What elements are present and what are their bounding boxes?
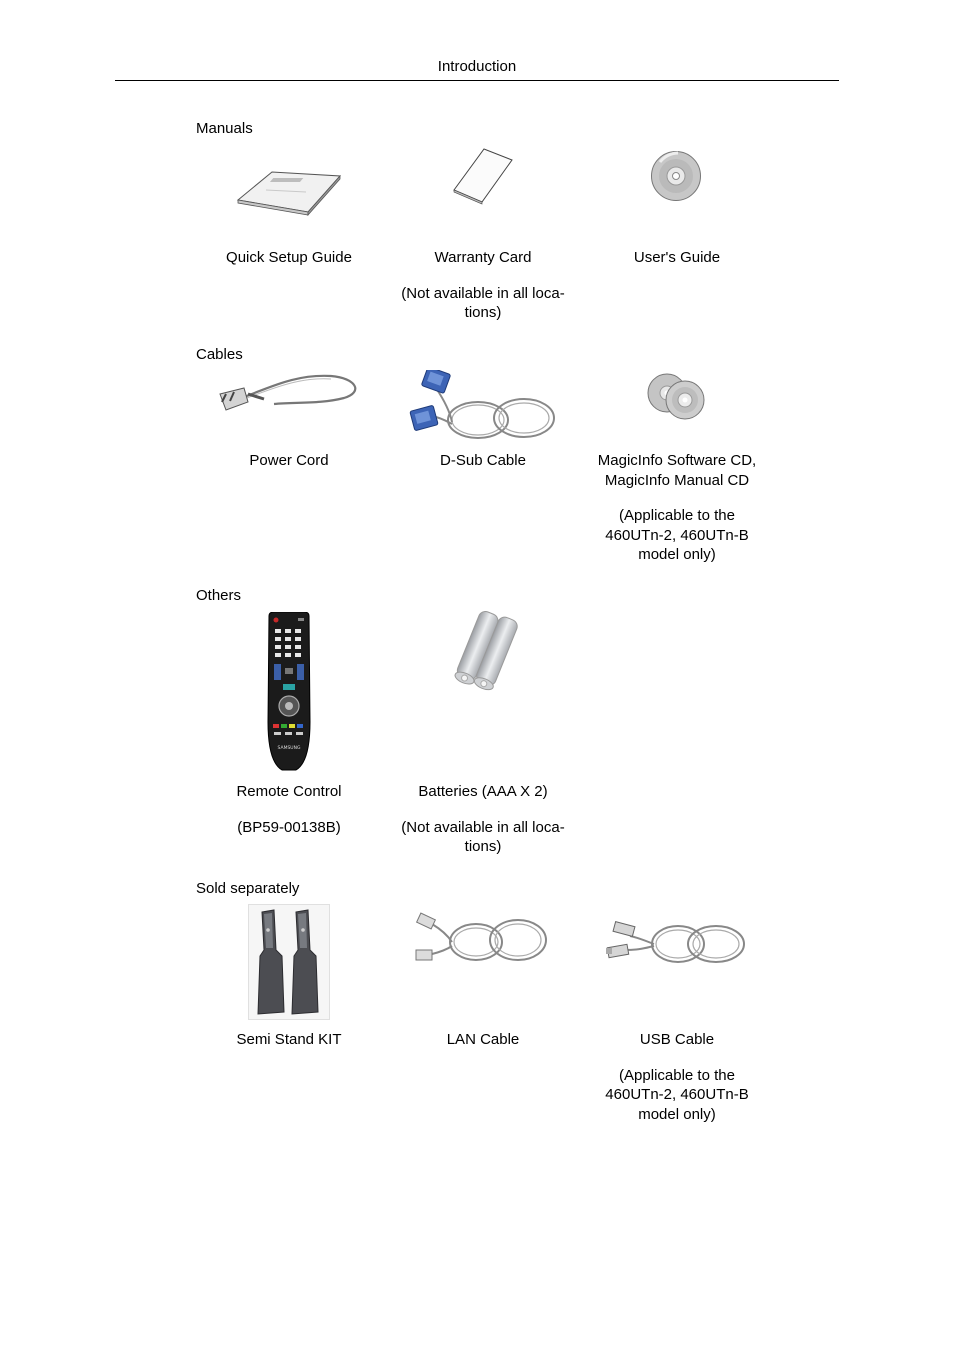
sold-separately-item-lan-cable <box>388 1030 578 1050</box>
users-guide-cd-image <box>650 150 702 202</box>
sold-separately-item-semi-stand-kit <box>194 1030 384 1050</box>
item-label: Quick Setup Guide <box>226 249 352 266</box>
sold-separately-item-usb-cable <box>582 1030 772 1124</box>
item-label: USB Cable <box>639 1031 715 1048</box>
item-label: Power Cord <box>249 452 329 469</box>
item-note: (Not available in all loca- tions) <box>401 284 565 321</box>
item-label: Batteries (AAA X 2) <box>418 783 548 800</box>
manuals-item-users-guide <box>582 248 772 268</box>
item-label: Remote Control <box>236 783 342 800</box>
cables-item-magicinfo-cd <box>582 451 772 565</box>
semi-stand-kit-image <box>248 904 330 1020</box>
d-sub-cable-image <box>406 370 558 442</box>
item-label: User's Guide <box>633 249 721 266</box>
magicinfo-cd-image <box>646 372 708 420</box>
item-note: (Not available in all loca- tions) <box>401 818 565 855</box>
page-header-title: Introduction <box>437 58 517 75</box>
manuals-item-warranty-card <box>388 248 578 323</box>
batteries-image <box>446 611 520 693</box>
others-item-batteries <box>388 782 578 857</box>
warranty-card-image <box>450 146 514 206</box>
usb-cable-image <box>606 914 748 968</box>
item-note: (Applicable to the 460UTn-2, 460UTn-B model only) <box>605 507 749 563</box>
others-item-remote-control <box>194 782 384 837</box>
section-heading-cables: Cables <box>196 346 243 363</box>
quick-setup-guide-image <box>236 170 342 216</box>
manuals-item-quick-setup-guide <box>194 248 384 268</box>
power-cord-image <box>216 372 362 420</box>
item-note: (Applicable to the 460UTn-2, 460UTn-B model only) <box>605 1066 749 1123</box>
item-label: Warranty Card <box>434 249 532 266</box>
cables-item-d-sub-cable <box>388 451 578 471</box>
remote-control-image <box>264 612 314 772</box>
item-label: LAN Cable <box>446 1031 520 1048</box>
item-note: (BP59-00138B) <box>237 818 341 836</box>
header-divider <box>115 80 839 81</box>
item-label: D-Sub Cable <box>440 452 526 469</box>
remote-brand-logo: SAMSUNG <box>277 746 301 751</box>
item-label: Semi Stand KIT <box>236 1031 342 1048</box>
section-heading-others: Others <box>196 587 242 604</box>
cables-item-power-cord <box>194 451 384 471</box>
section-heading-sold-separately: Sold separately <box>196 880 300 897</box>
lan-cable-image <box>414 912 550 970</box>
item-label: MagicInfo Software CD, MagicInfo Manual CD <box>597 452 757 489</box>
section-heading-manuals: Manuals <box>196 120 253 137</box>
